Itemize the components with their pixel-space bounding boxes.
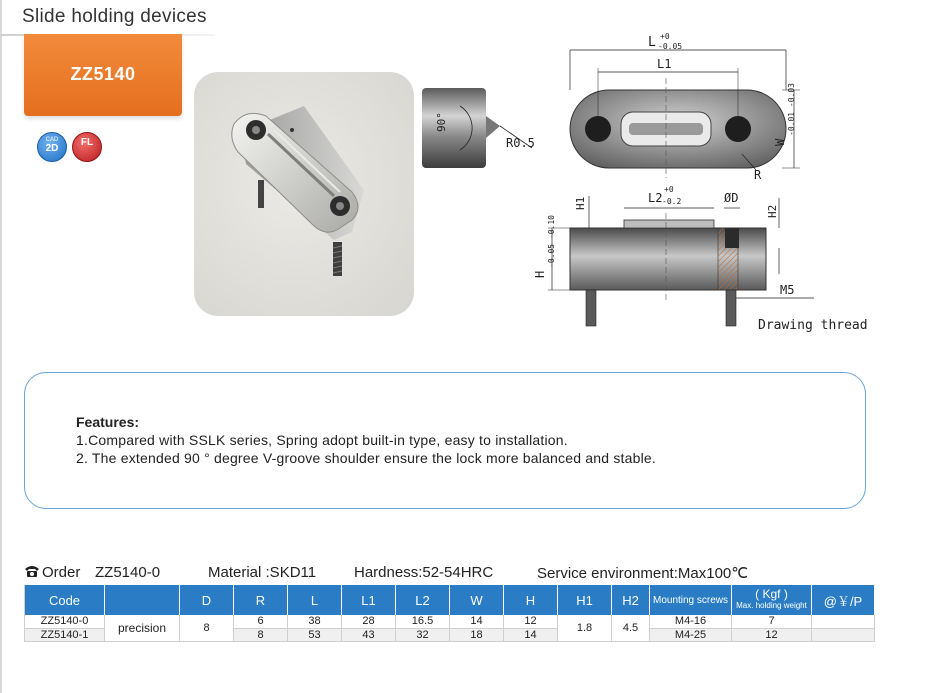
order-code: ZZ5140-0 [95, 564, 161, 581]
cell-d: 8 [180, 615, 234, 641]
col-d: D [180, 585, 234, 615]
col-l: L [288, 585, 342, 615]
cell-code: ZZ5140-1 [25, 628, 105, 641]
col-code: Code [25, 585, 105, 615]
cell-h2: 4.5 [612, 615, 650, 641]
material: Material :SKD11 [208, 564, 317, 581]
cell-h: 12 [504, 615, 558, 628]
cell-kgf: 12 [732, 628, 812, 641]
col-h: H [504, 585, 558, 615]
col-type [105, 585, 180, 615]
col-kgf-sub: Max. holding weight [736, 601, 807, 610]
dim-w-tol: -0.01 -0.03 [787, 83, 796, 136]
col-r: R [234, 585, 288, 615]
dim-h-tol: -0.05 -0.10 [547, 215, 556, 268]
features-title: Features: [76, 414, 140, 430]
dim-w-label: W [773, 138, 787, 146]
fl-icon[interactable] [72, 132, 102, 162]
cell-l1: 43 [342, 628, 396, 641]
cell-price [812, 615, 875, 628]
cell-kgf: 7 [732, 615, 812, 628]
dim-h1-label: H1 [574, 196, 587, 210]
cell-h1: 1.8 [558, 615, 612, 641]
col-kgf-unit: ( Kgf ) [755, 587, 788, 601]
dim-r-label: R [754, 168, 762, 182]
hardness: Hardness:52-54HRC [354, 564, 494, 581]
cell-screws: M4-25 [650, 628, 732, 641]
dim-l-label: L [648, 35, 656, 50]
dim-l-tol-upper: +0 [660, 32, 670, 41]
cell-r: 6 [234, 615, 288, 628]
dim-h2-label: H2 [766, 204, 779, 218]
product-code-badge [24, 34, 182, 116]
cell-price [812, 628, 875, 641]
page-title: Slide holding devices [22, 6, 207, 27]
table-row[interactable] [25, 615, 875, 628]
dim-l2-tol-lower: -0.2 [662, 197, 682, 206]
cell-type: precision [105, 615, 180, 641]
service-environment: Service environment:Max100℃ [537, 565, 749, 582]
dim-d-label: ØD [724, 191, 739, 205]
dim-m5-label: M5 [780, 283, 795, 297]
cell-w: 18 [450, 628, 504, 641]
cad-icon-text: 2D [45, 143, 59, 154]
spec-table [24, 585, 875, 642]
side-view [533, 185, 868, 333]
cell-w: 14 [450, 615, 504, 628]
feature-item: 1.Compared with SSLK series, Spring adopt built-in type, easy to installation. [76, 432, 568, 448]
cad-2d-icon[interactable] [37, 132, 67, 162]
dim-l1-label: L1 [657, 57, 672, 71]
dim-l-tol-lower: -0.05 [658, 42, 683, 51]
col-price: @￥/P [812, 585, 875, 615]
cell-h: 14 [504, 628, 558, 641]
technical-drawing [414, 28, 874, 348]
drawing-thread-label: Drawing thread [758, 318, 868, 333]
cad-icon-label: CAD [45, 137, 59, 143]
order-label-group [24, 564, 80, 581]
col-h2: H2 [612, 585, 650, 615]
fl-icon-text: FL [80, 137, 94, 148]
cell-l1: 28 [342, 615, 396, 628]
product-photo [194, 72, 414, 316]
slide-holder-illustration [194, 72, 414, 316]
v-groove-detail [422, 88, 535, 168]
cell-screws: M4-16 [650, 615, 732, 628]
cell-l: 38 [288, 615, 342, 628]
cell-l2: 16.5 [396, 615, 450, 628]
cell-code: ZZ5140-0 [25, 615, 105, 628]
col-kgf [732, 585, 812, 615]
col-h1: H1 [558, 585, 612, 615]
top-view [570, 32, 800, 182]
r05-label: R0.5 [506, 136, 535, 150]
col-w: W [450, 585, 504, 615]
dim-l2-tol-upper: +0 [664, 185, 674, 194]
dim-l2-label: L2 [648, 191, 663, 205]
order-label: Order [42, 564, 81, 581]
cell-r: 8 [234, 628, 288, 641]
phone-icon [24, 564, 40, 578]
feature-item: 2. The extended 90 ° degree V-groove shoulder ensure the lock more balanced and stable. [76, 450, 657, 466]
col-l1: L1 [342, 585, 396, 615]
table-header-row [25, 585, 875, 615]
product-code: ZZ5140 [70, 64, 136, 84]
col-mounting-screws: Mounting screws [650, 585, 732, 615]
dim-h-label: H [533, 270, 547, 278]
angle-label: 90° [435, 112, 448, 132]
cell-l: 53 [288, 628, 342, 641]
col-l2: L2 [396, 585, 450, 615]
cell-l2: 32 [396, 628, 450, 641]
